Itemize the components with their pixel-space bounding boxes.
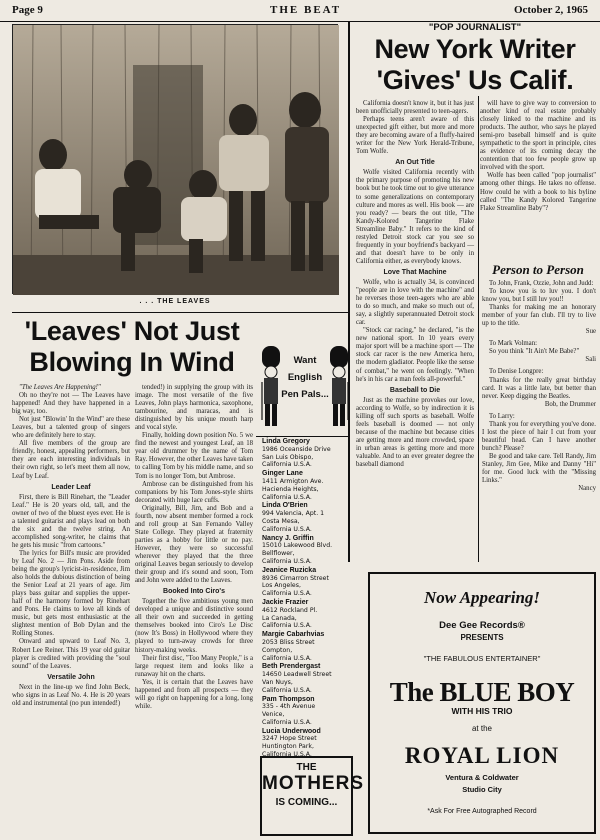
leaves-paragraph: Finally, holding down position No. 5 we find the newest and youngest Leaf, an 18 year old drummer by the name of Tom Ray. However, the other Leaves have taken to calling Tom by his middle name, and so Tom is no longer Tom, but Ambrose. — [135, 432, 253, 480]
pen-pal-address-line: California U.S.A. — [262, 751, 312, 759]
mothers-the: THE — [296, 762, 317, 773]
person-message-line: So you think "It Ain't Me Babe?" — [489, 348, 580, 356]
leaves-paragraph: Next in the line-up we find John Beck, who signs in as Leaf No. 4. He is 20 years old and instrumental (no pun intended!) — [12, 683, 130, 707]
pen-pal-address-line: California U.S.A. — [262, 718, 312, 726]
pen-pal-address-line: La Canada, — [262, 614, 297, 622]
leaves-headline-line1: 'Leaves' Not Just — [24, 316, 240, 346]
ad-label: Dee Gee Records® — [439, 620, 525, 631]
pen-pal-address-line: 14650 Leadwell Street — [262, 671, 332, 679]
leaves-headline — [12, 316, 252, 378]
leaves-subhead: Booked Into Ciro's — [163, 588, 225, 596]
page-number: Page 9 — [12, 4, 43, 16]
person-to-person-column — [482, 280, 596, 564]
leaves-column-2 — [135, 384, 253, 836]
publication-title: THE BEAT — [270, 4, 342, 16]
leaves-paragraph: Their first disc, "Too Many People," is a large request item and looks like a runaway hit on the charts. — [135, 654, 253, 678]
pen-pal-entry — [262, 470, 352, 501]
pen-pal-name: Jackie Frazier — [262, 598, 309, 606]
ad-city: Studio City — [462, 785, 502, 794]
pen-pal-entry — [262, 438, 352, 469]
leaves-paragraph: All five members of the group are friendly, honest, appealing performers, but they are each interesting individuals in their own right, so let's meet them all now, Leaf by Leaf. — [12, 440, 130, 480]
pen-pal-entry — [262, 535, 352, 566]
mothers-name: MOTHERS — [262, 773, 364, 794]
ad-venue: ROYAL LION — [404, 743, 560, 768]
pen-pal-name: Linda Gregory — [262, 438, 310, 445]
person-signature: Nancy — [578, 485, 596, 493]
pen-pal-address-line: Van Nuys, — [262, 678, 293, 686]
pen-pal-address-line: Venice, — [262, 711, 285, 719]
ny-paragraph: will have to give way to conversion to another kind of real estate probably closely linked to the machine and its products. The author, who says he played semi-pro baseball himself and is quite sympathetic to the sport in principle, cites as evidence of its coming decay the contention that too few people grow up involved with the sport. — [480, 100, 596, 172]
pen-pal-address-line: California U.S.A. — [262, 590, 312, 598]
leaves-paragraph: tended!) in supplying the group with its image. The most versatile of the five Leaves, John plays harmonica, saxophone, tambourine, and maracas, and is distinguished by his unique mouth harp and vocal style. — [135, 384, 253, 432]
pen-pal-name: Nancy J. Griffin — [262, 534, 314, 542]
pen-pal-entry — [262, 502, 352, 533]
pen-pal-address-line: California U.S.A. — [262, 461, 312, 469]
person-signature: Sali — [585, 356, 596, 364]
pen-pal-address-line: Huntington Park, — [262, 743, 314, 751]
pen-pals-pen: Pen Pals... — [281, 389, 329, 400]
pen-pal-name: Beth Prendergast — [262, 663, 321, 671]
issue-date: October 2, 1965 — [513, 4, 588, 16]
ny-column-1 — [356, 100, 474, 564]
pen-pal-address-line: 3247 Hope Street — [262, 735, 317, 743]
ad-fabulous: "THE FABULOUS ENTERTAINER" — [423, 654, 541, 663]
band-photo-image — [13, 25, 339, 295]
pen-pal-address-line: 15010 Lakewood Blvd. — [262, 542, 333, 550]
blue-boy-ad — [368, 572, 596, 834]
leaves-paragraph: Originally, Bill, Jim, and Bob and a fourth, now absent member formed a rock and roll group at San Fernando Valley State College. They played at fraternity parties as a hobby for little or no pay. However, they were so successful wherever they played that the three original Leaves began seriously to develop their group and it's sound and soon, Tom and John were added to the Leaves. — [135, 504, 253, 585]
leaves-paragraph: Together the five ambitious young men developed a unique and distinctive sound all their own and succeeded in getting themselves booked into Ciro's Le Disc (now It's Boss) in Hollywood where they played to turn-away crowds for three history-making weeks. — [135, 598, 253, 654]
ny-paragraph: California doesn't know it, but it has just been unofficially presented to teen-agers. — [356, 100, 474, 116]
pen-pals-list — [262, 438, 352, 759]
person-message-line: Be good and take care. Tell Randy, Jim Stanley, Jim Gee, Mike and Danny "Hi" for me. Good luck with the "Missing Links." — [482, 452, 596, 485]
pen-pal-entry — [262, 663, 352, 694]
pen-pals-want: Want — [293, 355, 317, 366]
pen-pals-banner — [256, 342, 354, 434]
leaves-paragraph: Ambrose can be distinguished from his companions by his Tom Jones-style shirts decorated with huge lace cuffs. — [135, 480, 253, 504]
pen-pal-address-line: California U.S.A. — [262, 622, 312, 630]
pen-pal-address-line: California U.S.A. — [262, 686, 312, 694]
person-signature: Sue — [585, 328, 596, 336]
leaves-paragraph: Oh no they're not — The Leaves have happened! And they have happened in a big way, too. — [12, 392, 130, 416]
ad-at-the: at the — [471, 724, 492, 733]
band-photo — [12, 24, 338, 294]
pen-pal-name: Margie Cabarhvias — [262, 631, 325, 639]
person-message-line: To Mark Volman: — [489, 340, 537, 348]
leaves-paragraph: Not just "Blowin' In the Wind" are these Leaves, but a talented group of singers who are definitely here to stay. — [12, 416, 130, 440]
photo-caption: . . . THE LEAVES — [139, 298, 211, 305]
ny-column-divider — [478, 96, 479, 562]
person-message-line: To John, Frank, Ozzie, John and Judd: — [489, 280, 594, 287]
photo-divider — [12, 312, 348, 313]
ad-with-trio: WITH HIS TRIO — [451, 706, 513, 716]
ad-blue-boy: The BLUE BOY — [389, 677, 575, 707]
pen-pal-address-line: Bellflower, — [262, 550, 295, 558]
leaves-paragraph: Onward and upward to Leaf No. 3, Robert Lee Reiner. This 19 year old guitar player is credited with providing the "soul sound" of the Leaves. — [12, 638, 130, 670]
pen-pal-entry — [262, 696, 352, 727]
pen-pal-address-line: Costa Mesa, — [262, 517, 300, 525]
pen-pal-name: Jeanice Ruzicka — [262, 566, 317, 574]
pen-pal-address-line: 335 - 4th Avenue — [262, 703, 316, 711]
pen-pal-address-line: 4612 Rockland Pl. — [262, 606, 318, 614]
ny-paragraph: Perhaps teens aren't aware of this unexpected gift either, but more and more they are becoming aware of a fluffy-haired writer for the New York Herald-Tribune, Tom Wolfe. — [356, 116, 474, 156]
ny-column-2 — [480, 100, 596, 256]
page-header — [0, 0, 600, 22]
person-message-line: Thanks for making me an honorary member of your fan club. I'll try to live up to the title. — [482, 304, 596, 328]
pen-pal-address-line: San Luis Obispo, — [262, 453, 314, 461]
pen-pal-entry — [262, 567, 352, 598]
pen-pal-address-line: Los Angeles, — [262, 582, 301, 590]
ny-headline — [356, 34, 594, 96]
ny-paragraph: Wolfe visited California recently with the primary purpose of promoting his new book but he took time out to give utterance to some generalizations on contemporary culture and mores as well. His book — are you ready? — bears the out title, "The Kandy-Kolored Tangerine Flake Streamline Baby." It refers to the kind of restyled Detroit stock car you see so frequently in your boyfriend's backyard — and that doesn't have to be only in California either, as everybody knows. — [356, 169, 474, 265]
pen-pal-address-line: Hacienda Heights, — [262, 485, 319, 493]
ny-headline-line2: 'Gives' Us Calif. — [376, 65, 574, 95]
person-to-person-title: Person to Person — [492, 262, 584, 277]
ny-paragraph: Wolfe has been called "pop journalist" among other things. He takes no offense. How could he with a book to his byline called "The Kandy Kolored Tangerine Flake Streamline Baby"? — [480, 172, 596, 212]
ny-subhead: Love That Machine — [383, 268, 447, 276]
leaves-headline-line2: Blowing In Wind — [29, 347, 235, 377]
ny-headline-line1: New York Writer — [374, 34, 576, 64]
person-message-line: To Denise Longpre: — [489, 368, 544, 376]
leaves-paragraph: The lyrics for Bill's music are provided by Leaf No. 2 — Jim Pons. Aside from being the group's lyricist-in-residence, Jim also holds the dubious distinction of being the Senior Leaf at 21 years of age. Jim plays bass guitar and supplies the upper-half of the harmony formed by Rinehart and Pons. He claims to love all kinds of music, but gets most enthusiastic at the slightest mention of Bob Dylan and the Rolling Stones. — [12, 549, 130, 638]
pen-pals-english: English — [287, 372, 323, 383]
pen-pal-entry — [262, 599, 352, 630]
person-signature: Bob, the Drummer — [544, 400, 596, 408]
pen-pal-address-line: 8936 Cimarron Street — [262, 574, 329, 582]
ad-note: *Ask For Free Autographed Record — [427, 808, 537, 815]
ny-subhead: An Out Title — [395, 159, 435, 167]
pen-pal-name: Lucia Underwood — [262, 727, 321, 735]
leaves-paragraph: Yes, it is certain that the Leaves have happened and from all prospects — they will go right on happening for a long, long while. — [135, 678, 253, 710]
person-message-line: To Larry: — [489, 412, 515, 420]
ad-label-text: Dee Gee Records — [439, 620, 518, 631]
pen-pal-entry — [262, 631, 352, 662]
leaves-paragraph: "The Leaves Are Happening!" — [19, 384, 101, 391]
leaves-paragraph: First, there is Bill Rinehart, the "Leader Leaf." He is 20 years old, tall, and the owner of two of the bluest eyes ever. He is a talented guitarist and plays lead on both the six and the twelve string. An accomplished song-writer, he claims that he gets his music "from cartoons." — [12, 493, 130, 549]
leaves-subhead: Versatile John — [47, 673, 95, 681]
ny-subhead: Baseball to Die — [389, 386, 441, 394]
pen-pal-address-line: California U.S.A. — [262, 493, 312, 501]
ad-now-appearing: Now Appearing! — [423, 588, 541, 607]
person-message-line: Thank you for everything you've done. I lost the piece of hair I cut from your beautiful head. Can I have another bunch? Please? — [482, 420, 596, 452]
pen-pal-name: Ginger Lane — [262, 470, 303, 478]
leaves-column-1 — [12, 384, 130, 836]
pen-pal-name: Pam Thompson — [262, 695, 315, 703]
mothers-coming: IS COMING... — [275, 797, 338, 808]
pen-pals-divider — [256, 436, 348, 437]
pen-pal-address-line: 2053 Bliss Street — [262, 638, 315, 646]
ny-paragraph: Wolfe, who is actually 34, is convinced "people are in love with the machine" and he reverses those teen-agers who are able to do so much, and make so much out of, say, a slightly superannuated Detroit stock car. — [356, 278, 474, 327]
person-message-line: Thanks for the really great birthday card. It was a little late, but better than never. Keep digging the Beatles. — [482, 376, 596, 400]
pen-pal-address-line: California U.S.A. — [262, 525, 312, 533]
person-message-line: To know you is to luv you. I don't know you, but I still luv you!! — [482, 288, 596, 304]
ad-presents: PRESENTS — [460, 633, 504, 642]
ny-paragraph: Just as the machine provokes our love, according to Wolfe, so by indirection it is killing off such sports as baseball. Wolfe feels baseball is doomed — not only because of the machine but because cities are getting more and more crowded, space in urban areas is getting more and more valuable. And to an ever greater degree the baseball diamond — [356, 396, 474, 469]
pen-pal-address-line: 1986 Oceanside Drive — [262, 445, 331, 453]
pen-pal-name: Linda O'Brien — [262, 502, 308, 510]
ny-kicker: "POP JOURNALIST" — [428, 22, 522, 33]
pen-pal-address-line: 994 Valencia, Apt. 1 — [262, 510, 325, 518]
pen-pal-address-line: 1411 Armigton Ave. — [262, 477, 324, 485]
leaves-subhead: Leader Leaf — [51, 483, 91, 491]
ny-paragraph: "Stock car racing," he declared, "is the new national sport. In 10 years every major sport will be a machine sport — The stock car racer is the new America hero, the modern gladiator. People like the sense of combat," he went on feelingly. "When he's in his car a man feels all-powerful." — [356, 327, 474, 383]
ad-address: Ventura & Coldwater — [445, 773, 519, 782]
pen-pal-entry — [262, 728, 352, 759]
pen-pal-address-line: Compton, — [262, 646, 293, 654]
pen-pals-title — [282, 352, 328, 403]
pen-pal-address-line: California U.S.A. — [262, 557, 312, 565]
pen-pal-address-line: California U.S.A. — [262, 654, 312, 662]
mothers-ad — [260, 756, 364, 836]
